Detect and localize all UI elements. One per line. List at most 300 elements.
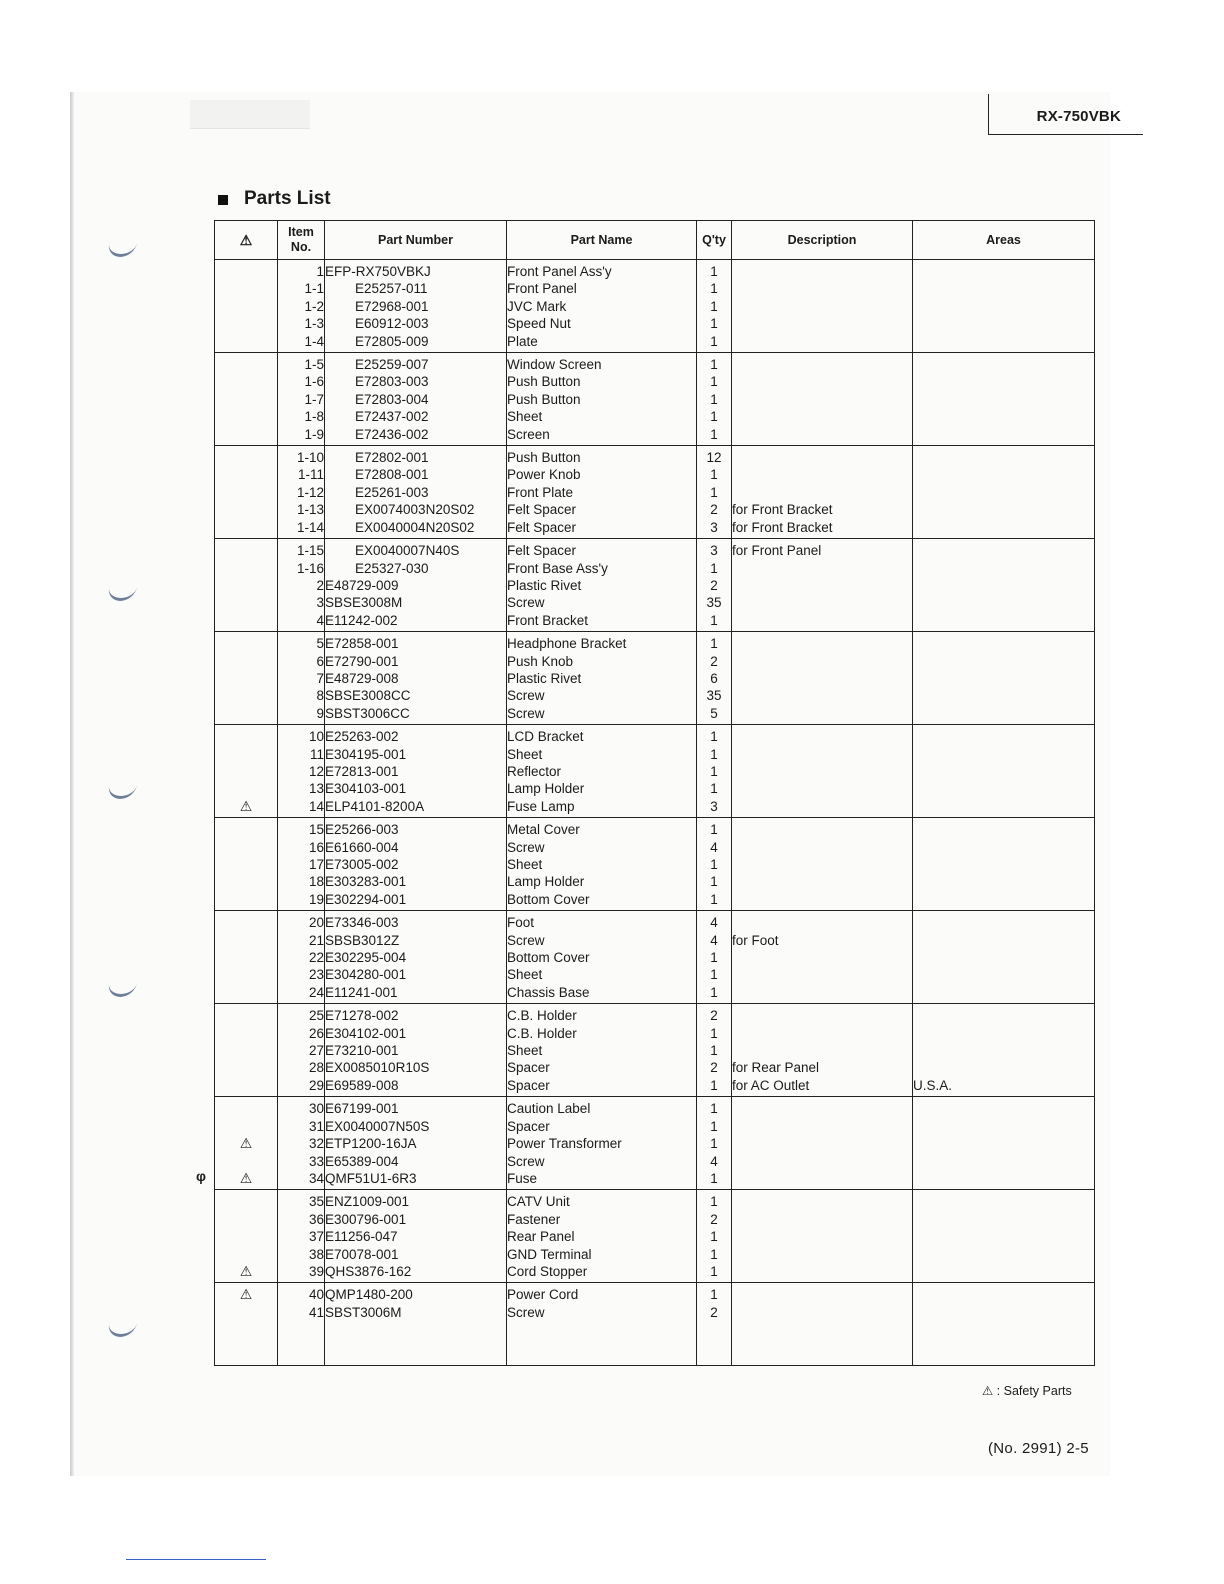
description [732, 315, 913, 332]
part-name: Sheet [507, 746, 697, 763]
item-number: 1-15 [278, 539, 325, 560]
quantity: 1 [697, 1097, 732, 1118]
table-row [215, 1097, 1095, 1118]
areas [913, 391, 1095, 408]
safety-mark [215, 705, 278, 725]
description [732, 1135, 913, 1152]
safety-mark [215, 1304, 278, 1321]
parts-group [215, 1190, 1095, 1283]
description: for AC Outlet [732, 1077, 913, 1097]
warning-icon: ⚠ [239, 231, 253, 248]
item-number: 21 [278, 932, 325, 949]
quantity: 5 [697, 705, 732, 725]
quantity: 2 [697, 1211, 732, 1228]
quantity: 1 [697, 746, 732, 763]
header-qty: Q'ty [697, 221, 732, 260]
quantity: 1 [697, 1135, 732, 1152]
safety-mark [215, 911, 278, 932]
part-name: Lamp Holder [507, 780, 697, 797]
item-number: 24 [278, 984, 325, 1004]
item-number: 8 [278, 687, 325, 704]
parts-group [215, 1004, 1095, 1097]
part-number: E304280-001 [325, 966, 507, 983]
item-number: 23 [278, 966, 325, 983]
part-name: Screen [507, 426, 697, 446]
areas [913, 1025, 1095, 1042]
description: for Front Bracket [732, 519, 913, 539]
item-number: 1-4 [278, 333, 325, 353]
item-number: 9 [278, 705, 325, 725]
item-number: 40 [278, 1283, 325, 1304]
part-number: E72805-009 [325, 333, 507, 353]
item-number: 10 [278, 725, 325, 746]
item-number: 41 [278, 1304, 325, 1321]
table-row [215, 949, 1095, 966]
part-number: E72802-001 [325, 446, 507, 467]
description [732, 594, 913, 611]
part-name: Sheet [507, 408, 697, 425]
table-row [215, 670, 1095, 687]
part-name: Bottom Cover [507, 891, 697, 911]
part-name: Screw [507, 839, 697, 856]
description [732, 1228, 913, 1245]
safety-mark [215, 1025, 278, 1042]
quantity: 1 [697, 560, 732, 577]
description [732, 780, 913, 797]
quantity: 4 [697, 839, 732, 856]
safety-mark [215, 1042, 278, 1059]
item-number: 14 [278, 798, 325, 818]
item-number: 1-9 [278, 426, 325, 446]
item-number: 25 [278, 1004, 325, 1025]
quantity: 1 [697, 333, 732, 353]
part-name: Push Button [507, 446, 697, 467]
safety-mark [215, 501, 278, 518]
table-row [215, 1004, 1095, 1025]
part-name: Front Plate [507, 484, 697, 501]
table-row [215, 932, 1095, 949]
part-number: E25263-002 [325, 725, 507, 746]
areas [913, 519, 1095, 539]
table-row [215, 466, 1095, 483]
table-row [215, 426, 1095, 446]
safety-mark [215, 873, 278, 890]
table-row [215, 539, 1095, 560]
safety-mark [215, 298, 278, 315]
table-row [215, 653, 1095, 670]
table-row [215, 911, 1095, 932]
safety-mark [215, 1004, 278, 1025]
item-number: 18 [278, 873, 325, 890]
description [732, 333, 913, 353]
part-number: E25327-030 [325, 560, 507, 577]
part-name: Cord Stopper [507, 1263, 697, 1283]
description [732, 705, 913, 725]
part-number: SBSE3008M [325, 594, 507, 611]
item-number: 1-13 [278, 501, 325, 518]
description: for Front Panel [732, 539, 913, 560]
description [732, 391, 913, 408]
quantity: 2 [697, 501, 732, 518]
description [732, 560, 913, 577]
areas [913, 501, 1095, 518]
part-name: Plate [507, 333, 697, 353]
item-number: 3 [278, 594, 325, 611]
table-row [215, 1077, 1095, 1097]
table-row [215, 373, 1095, 390]
quantity: 1 [697, 260, 732, 281]
item-number: 1-2 [278, 298, 325, 315]
quantity: 1 [697, 426, 732, 446]
description [732, 353, 913, 374]
item-number: 1-7 [278, 391, 325, 408]
areas [913, 873, 1095, 890]
parts-group [215, 725, 1095, 818]
table-row [215, 984, 1095, 1004]
blank-cell [215, 1321, 278, 1366]
part-number: E25261-003 [325, 484, 507, 501]
table-row [215, 612, 1095, 632]
areas [913, 315, 1095, 332]
areas [913, 984, 1095, 1004]
bleed-through-mark [190, 100, 310, 129]
description: for Foot [732, 932, 913, 949]
quantity: 1 [697, 1170, 732, 1190]
description [732, 818, 913, 839]
safety-mark: ⚠ [215, 1263, 278, 1283]
description [732, 1211, 913, 1228]
page-left-edge [70, 92, 74, 1476]
parts-group [215, 911, 1095, 1004]
part-name: Felt Spacer [507, 519, 697, 539]
table-row [215, 966, 1095, 983]
quantity: 1 [697, 1228, 732, 1245]
table-blank-row [215, 1321, 1095, 1366]
table-row [215, 519, 1095, 539]
safety-mark [215, 1077, 278, 1097]
safety-mark: ⚠ [215, 1170, 278, 1190]
parts-group [215, 1097, 1095, 1190]
quantity: 1 [697, 1246, 732, 1263]
areas [913, 594, 1095, 611]
description [732, 891, 913, 911]
part-name: Metal Cover [507, 818, 697, 839]
part-number: E72437-002 [325, 408, 507, 425]
table-row [215, 594, 1095, 611]
part-name: Lamp Holder [507, 873, 697, 890]
areas [913, 560, 1095, 577]
description: for Front Bracket [732, 501, 913, 518]
table-row [215, 705, 1095, 725]
areas [913, 577, 1095, 594]
part-number: E73346-003 [325, 911, 507, 932]
part-name: Rear Panel [507, 1228, 697, 1245]
description [732, 632, 913, 653]
item-number: 1-5 [278, 353, 325, 374]
table-row [215, 280, 1095, 297]
item-number: 1-11 [278, 466, 325, 483]
description [732, 612, 913, 632]
part-name: Front Bracket [507, 612, 697, 632]
part-number: SBSE3008CC [325, 687, 507, 704]
part-name: Push Knob [507, 653, 697, 670]
item-number: 1-10 [278, 446, 325, 467]
areas [913, 763, 1095, 780]
item-number: 16 [278, 839, 325, 856]
quantity: 2 [697, 1304, 732, 1321]
safety-mark: ⚠ [215, 1135, 278, 1152]
areas: U.S.A. [913, 1077, 1095, 1097]
quantity: 1 [697, 966, 732, 983]
table-row [215, 577, 1095, 594]
areas [913, 280, 1095, 297]
part-number: EX0040007N40S [325, 539, 507, 560]
part-number: E11256-047 [325, 1228, 507, 1245]
safety-mark [215, 408, 278, 425]
description [732, 670, 913, 687]
description [732, 408, 913, 425]
safety-mark [215, 484, 278, 501]
table-row [215, 333, 1095, 353]
safety-mark [215, 984, 278, 1004]
safety-mark [215, 670, 278, 687]
areas [913, 333, 1095, 353]
part-name: Spacer [507, 1118, 697, 1135]
safety-mark [215, 839, 278, 856]
quantity: 4 [697, 911, 732, 932]
item-number: 20 [278, 911, 325, 932]
part-name: Window Screen [507, 353, 697, 374]
safety-mark [215, 891, 278, 911]
part-number: E72858-001 [325, 632, 507, 653]
quantity: 1 [697, 298, 732, 315]
part-number: EX0085010R10S [325, 1059, 507, 1076]
part-name: Felt Spacer [507, 501, 697, 518]
areas [913, 1170, 1095, 1190]
safety-mark [215, 373, 278, 390]
part-number: EX0040007N50S [325, 1118, 507, 1135]
quantity: 1 [697, 763, 732, 780]
part-number: E48729-008 [325, 670, 507, 687]
quantity: 1 [697, 1077, 732, 1097]
header-part-number: Part Number [325, 221, 507, 260]
quantity: 1 [697, 1042, 732, 1059]
parts-group [215, 446, 1095, 539]
quantity: 1 [697, 1283, 732, 1304]
safety-mark [215, 315, 278, 332]
quantity: 1 [697, 484, 732, 501]
safety-mark [215, 333, 278, 353]
safety-mark [215, 1211, 278, 1228]
table-row [215, 725, 1095, 746]
table-row [215, 873, 1095, 890]
areas [913, 612, 1095, 632]
safety-mark: ⚠ [215, 1283, 278, 1304]
item-number: 6 [278, 653, 325, 670]
parts-group [215, 632, 1095, 725]
table-row [215, 446, 1095, 467]
table-row [215, 1042, 1095, 1059]
quantity: 1 [697, 725, 732, 746]
item-number: 2 [278, 577, 325, 594]
item-number: 17 [278, 856, 325, 873]
quantity: 1 [697, 780, 732, 797]
blank-cell [913, 1321, 1095, 1366]
part-number: SBSB3012Z [325, 932, 507, 949]
part-number: ETP1200-16JA [325, 1135, 507, 1152]
safety-mark [215, 280, 278, 297]
description [732, 949, 913, 966]
safety-mark [215, 746, 278, 763]
part-name: Sheet [507, 1042, 697, 1059]
part-name: Screw [507, 932, 697, 949]
header-part-name: Part Name [507, 221, 697, 260]
areas [913, 1190, 1095, 1211]
table-row [215, 839, 1095, 856]
safety-mark [215, 932, 278, 949]
table-row [215, 1211, 1095, 1228]
part-number: QMF51U1-6R3 [325, 1170, 507, 1190]
description [732, 1025, 913, 1042]
part-number: E48729-009 [325, 577, 507, 594]
quantity: 1 [697, 612, 732, 632]
header-safety [215, 221, 278, 260]
item-number: 37 [278, 1228, 325, 1245]
description [732, 1153, 913, 1170]
safety-mark [215, 856, 278, 873]
description [732, 1042, 913, 1059]
safety-mark [215, 1228, 278, 1245]
item-number: 27 [278, 1042, 325, 1059]
quantity: 3 [697, 539, 732, 560]
description [732, 466, 913, 483]
areas [913, 891, 1095, 911]
areas [913, 539, 1095, 560]
areas [913, 1153, 1095, 1170]
quantity: 1 [697, 891, 732, 911]
quantity: 1 [697, 984, 732, 1004]
quantity: 4 [697, 1153, 732, 1170]
blank-cell [278, 1321, 325, 1366]
safety-mark [215, 949, 278, 966]
title-bullet-icon [218, 195, 228, 205]
table-row [215, 1153, 1095, 1170]
part-name: Chassis Base [507, 984, 697, 1004]
part-number: E11242-002 [325, 612, 507, 632]
parts-group [215, 260, 1095, 353]
quantity: 1 [697, 391, 732, 408]
areas [913, 1118, 1095, 1135]
description [732, 746, 913, 763]
part-name: Caution Label [507, 1097, 697, 1118]
safety-mark [215, 725, 278, 746]
areas [913, 632, 1095, 653]
item-number: 15 [278, 818, 325, 839]
item-number: 36 [278, 1211, 325, 1228]
quantity: 3 [697, 798, 732, 818]
quantity: 1 [697, 1025, 732, 1042]
description [732, 984, 913, 1004]
item-number: 1-14 [278, 519, 325, 539]
description [732, 1283, 913, 1304]
description [732, 856, 913, 873]
part-name: Front Base Ass'y [507, 560, 697, 577]
areas [913, 1135, 1095, 1152]
description [732, 446, 913, 467]
part-name: Reflector [507, 763, 697, 780]
quantity: 1 [697, 873, 732, 890]
quantity: 1 [697, 1263, 732, 1283]
part-name: Power Knob [507, 466, 697, 483]
areas [913, 725, 1095, 746]
part-name: Sheet [507, 966, 697, 983]
quantity: 1 [697, 856, 732, 873]
item-number: 1 [278, 260, 325, 281]
description [732, 1190, 913, 1211]
part-number: SBST3006M [325, 1304, 507, 1321]
item-number: 35 [278, 1190, 325, 1211]
safety-mark [215, 818, 278, 839]
description [732, 484, 913, 501]
part-name: Spacer [507, 1059, 697, 1076]
safety-mark [215, 780, 278, 797]
part-number: E25257-011 [325, 280, 507, 297]
table-row [215, 1170, 1095, 1190]
part-number: E67199-001 [325, 1097, 507, 1118]
safety-mark [215, 966, 278, 983]
safety-mark [215, 260, 278, 281]
safety-mark [215, 763, 278, 780]
item-number: 11 [278, 746, 325, 763]
description [732, 1304, 913, 1321]
part-name: CATV Unit [507, 1190, 697, 1211]
safety-mark [215, 1190, 278, 1211]
areas [913, 780, 1095, 797]
parts-list-table [214, 220, 1095, 1366]
areas [913, 653, 1095, 670]
part-name: Push Button [507, 391, 697, 408]
model-header-box [988, 94, 1143, 135]
quantity: 1 [697, 408, 732, 425]
areas [913, 746, 1095, 763]
safety-mark [215, 577, 278, 594]
part-name: Plastic Rivet [507, 670, 697, 687]
part-number: EX0074003N20S02 [325, 501, 507, 518]
table-row [215, 484, 1095, 501]
part-name: Spacer [507, 1077, 697, 1097]
description [732, 298, 913, 315]
item-number: 7 [278, 670, 325, 687]
part-name: C.B. Holder [507, 1025, 697, 1042]
description [732, 1097, 913, 1118]
safety-mark [215, 653, 278, 670]
areas [913, 298, 1095, 315]
description [732, 1263, 913, 1283]
parts-group [215, 539, 1095, 632]
description [732, 725, 913, 746]
description [732, 1118, 913, 1135]
blank-cell [732, 1321, 913, 1366]
areas [913, 911, 1095, 932]
part-number: E72436-002 [325, 426, 507, 446]
areas [913, 353, 1095, 374]
part-number: E302295-004 [325, 949, 507, 966]
item-number: 29 [278, 1077, 325, 1097]
description [732, 280, 913, 297]
header-description: Description [732, 221, 913, 260]
part-number: E61660-004 [325, 839, 507, 856]
item-number: 1-12 [278, 484, 325, 501]
